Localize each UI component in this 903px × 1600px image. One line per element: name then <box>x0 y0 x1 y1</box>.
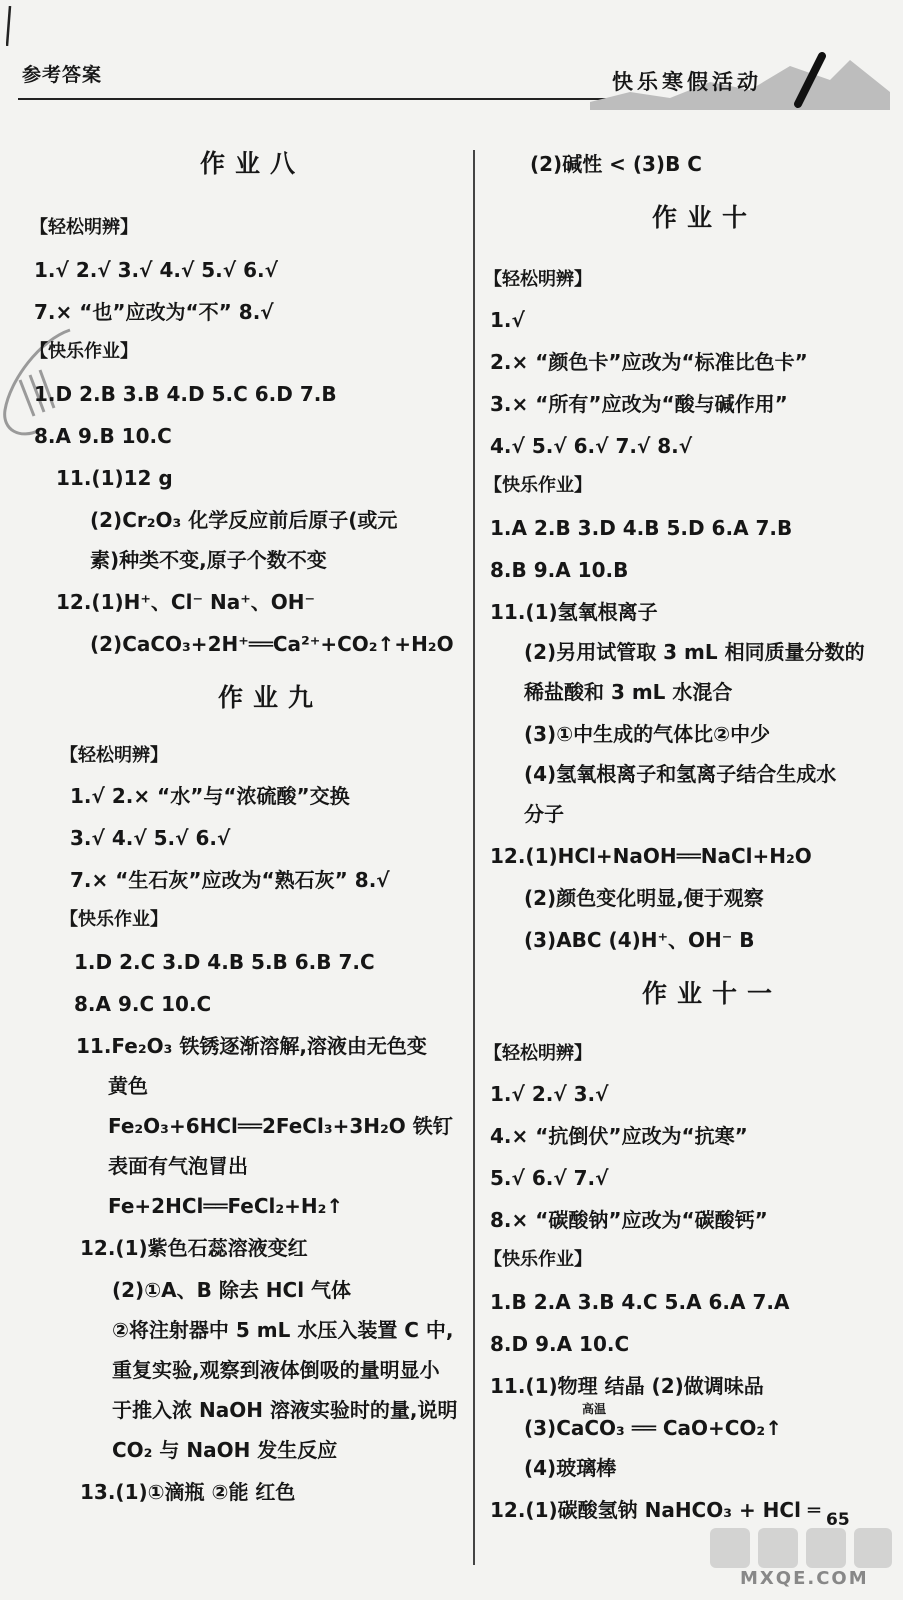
answer-line: 1.√ <box>490 308 525 332</box>
answer-line: 12.(1)碳酸氢钠 NaHCO₃ + HCl ═ <box>490 1498 820 1522</box>
answer-line: 12.(1)紫色石蕊溶液变红 <box>80 1236 308 1260</box>
answer-line: 分子 <box>524 802 564 826</box>
answer-line: 11.(1)12 g <box>56 466 173 490</box>
section-title: 作业八 <box>200 149 306 178</box>
answer-line: (2)①A、B 除去 HCl 气体 <box>112 1278 352 1302</box>
answer-line: 7.× “也”应改为“不” 8.√ <box>34 300 274 324</box>
answer-line: 12.(1)HCl+NaOH══NaCl+H₂O <box>490 844 812 868</box>
section-title: 作业十 <box>652 203 758 232</box>
subsection-header: 【轻松明辨】 <box>60 745 168 766</box>
answer-line: 8.× “碳酸钠”应改为“碳酸钙” <box>490 1208 768 1232</box>
subsection-header: 【快乐作业】 <box>484 1249 592 1270</box>
answer-line: 高温 <box>582 1402 607 1416</box>
section-title: 作业九 <box>218 683 324 712</box>
answer-line: 1.D 2.B 3.B 4.D 5.C 6.D 7.B <box>34 382 337 406</box>
answer-line: (2)CaCO₃+2H⁺══Ca²⁺+CO₂↑+H₂O <box>90 632 454 656</box>
answer-line: 素)种类不变,原子个数不变 <box>90 548 327 572</box>
answer-line: 11.Fe₂O₃ 铁锈逐渐溶解,溶液由无色变 <box>76 1034 427 1058</box>
watermark-text: MXQE.COM <box>740 1568 869 1589</box>
subsection-header: 【快乐作业】 <box>60 909 168 930</box>
column-divider <box>473 150 475 1565</box>
subsection-header: 【轻松明辨】 <box>484 1043 592 1064</box>
answer-line: 7.× “生石灰”应改为“熟石灰” 8.√ <box>70 868 390 892</box>
answer-line: 8.B 9.A 10.B <box>490 558 629 582</box>
subsection-header: 【轻松明辨】 <box>30 217 138 238</box>
answer-line: 1.√ 2.√ 3.√ 4.√ 5.√ 6.√ <box>34 258 278 282</box>
banner-title: 快乐寒假活动 <box>612 70 762 94</box>
answer-line: (2)另用试管取 3 mL 相同质量分数的 <box>524 640 865 664</box>
header-title: 参考答案 <box>22 64 103 86</box>
answer-line: 11.(1)物理 结晶 (2)做调味品 <box>490 1374 764 1398</box>
answer-line: 13.(1)①滴瓶 ②能 红色 <box>80 1480 296 1504</box>
answer-line: (4)氢氧根离子和氢离子结合生成水 <box>524 762 837 786</box>
answer-line: (2)碱性 < (3)B C <box>530 152 702 176</box>
answer-line: Fe₂O₃+6HCl══2FeCl₃+3H₂O 铁钉 <box>108 1114 453 1138</box>
answer-line: 黄色 <box>108 1074 148 1098</box>
answer-line: 2.× “颜色卡”应改为“标准比色卡” <box>490 350 808 374</box>
answer-line: 8.D 9.A 10.C <box>490 1332 630 1356</box>
answer-line: CO₂ 与 NaOH 发生反应 <box>112 1438 338 1462</box>
subsection-header: 【轻松明辨】 <box>484 269 592 290</box>
subsection-header: 【快乐作业】 <box>484 475 592 496</box>
answer-line: 1.B 2.A 3.B 4.C 5.A 6.A 7.A <box>490 1290 790 1314</box>
answer-line: 1.√ 2.√ 3.√ <box>490 1082 609 1106</box>
answer-line: 11.(1)氢氧根离子 <box>490 600 658 624</box>
page-number: 65 <box>826 1510 850 1530</box>
answer-line: (4)玻璃棒 <box>524 1456 617 1480</box>
answer-line: 表面有气泡冒出 <box>108 1154 248 1178</box>
answer-line: 4.√ 5.√ 6.√ 7.√ 8.√ <box>490 434 693 458</box>
answer-line: 8.A 9.B 10.C <box>34 424 172 448</box>
answer-line: 5.√ 6.√ 7.√ <box>490 1166 609 1190</box>
answer-line: 1.D 2.C 3.D 4.B 5.B 6.B 7.C <box>74 950 375 974</box>
answer-line: 4.× “抗倒伏”应改为“抗寒” <box>490 1124 748 1148</box>
answer-line: (3)CaCO₃ ══ CaO+CO₂↑ <box>524 1416 782 1440</box>
answer-line: 1.√ 2.× “水”与“浓硫酸”交换 <box>70 784 350 808</box>
answer-line: 稀盐酸和 3 mL 水混合 <box>524 680 733 704</box>
answer-line: (3)ABC (4)H⁺、OH⁻ B <box>524 928 755 952</box>
answer-line: 于推入浓 NaOH 溶液实验时的量,说明 <box>112 1398 458 1422</box>
answer-line: Fe+2HCl══FeCl₂+H₂↑ <box>108 1194 344 1218</box>
answer-line: (2)颜色变化明显,便于观察 <box>524 886 764 910</box>
answer-line: (2)Cr₂O₃ 化学反应前后原子(或元 <box>90 508 398 532</box>
section-title: 作业十一 <box>642 979 783 1008</box>
answer-line: 重复实验,观察到液体倒吸的量明显小 <box>112 1358 440 1382</box>
answer-line: (3)①中生成的气体比②中少 <box>524 722 771 746</box>
answer-line: 12.(1)H⁺、Cl⁻ Na⁺、OH⁻ <box>56 590 316 614</box>
answer-line: 3.√ 4.√ 5.√ 6.√ <box>70 826 231 850</box>
pen-mark-decoration <box>6 6 12 46</box>
subsection-header: 【快乐作业】 <box>30 341 138 362</box>
answer-line: 1.A 2.B 3.D 4.B 5.D 6.A 7.B <box>490 516 793 540</box>
answer-line: 3.× “所有”应改为“酸与碱作用” <box>490 392 788 416</box>
answer-line: 8.A 9.C 10.C <box>74 992 212 1016</box>
answer-line: ②将注射器中 5 mL 水压入装置 C 中, <box>112 1318 454 1342</box>
